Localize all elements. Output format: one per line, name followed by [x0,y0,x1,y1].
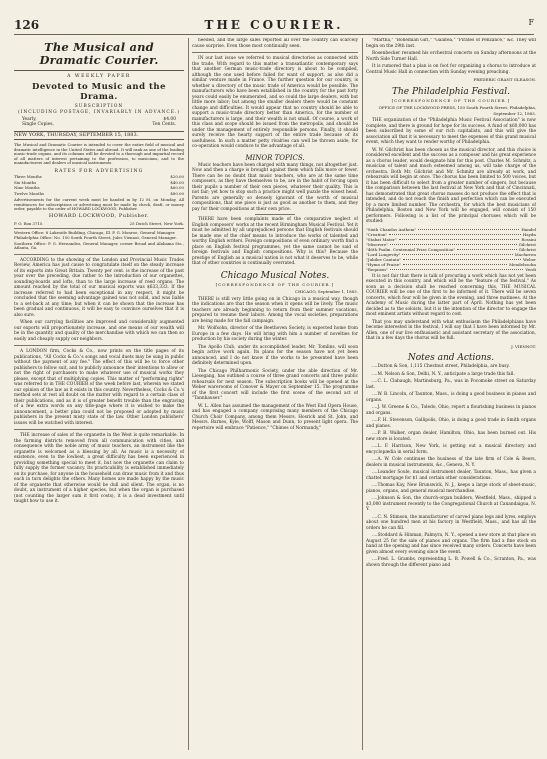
subscription-label: SUBSCRIPTION [74,103,124,109]
divider [14,254,184,255]
article-paragraph: The Chicago Philharmonic Society, under the able direction of Mr. Liesegang, has outlined a course of three grand concerts and three public rehearsals for next season. The subscription books will be opened at the Weber warerooms of Conover & Mayer on September 15. The programme of the first concert will include the first scene of the second act of "Tannhauser." [192,368,358,401]
divider [192,52,358,53]
single-label: Single Copies, [22,122,54,127]
page-mark: F [528,18,534,27]
rates-row: Nine Months $60.00 [14,185,184,190]
proprietor: HOWARD LOCKWOOD, Publisher. [48,212,150,219]
yearly-label: Yearly, [22,116,37,122]
article-paragraph: W. W. Gilchrist has been chosen as the musical director, and this choice is considered excellent and the success as a composer and his great experience as a chorus leader, would designate him for this post. Charles M. Schmitz, a musician of talent and much esteemed among us, will take charge of the orchestra. Both Mr. Gilchrist and Mr. Schmitz are already at work, and rehearsals will begin at once. The chorus has been limited to 500 voices, but it has been difficult to select from a greater number of singers, but because the comparison between the last festival at New York and that of Cincinnati, has demonstrated that great chorus masses do not produce the effect that is intended, and do not reach the finish and perfection which can be executed by a more limited number. The orchestra, for which the best musicians of Philadelphia, Boston and New York will be engaged, will consist of 150 performers. Following is a list of the principal choruses which will be studied: [366,147,536,224]
note-item: ....L. F. Harrison, New York, is getting out a musical directory and encyclopædia in serial form. [366,444,536,455]
column-2 [192,38,358,748]
yearly-price: $4.00 [163,116,176,122]
note-item: ....Dutton & Son, 1,115 Chestnut street, Philadelphia, are busy. [372,364,510,369]
masthead-devoted: Devoted to Music and the Drama. [31,81,167,102]
single-price: Ten Cents. [152,122,176,127]
note-item: ....C. L. Clabaugh, Martinsburg, Pa., was in Pocomoke street on Saturday last. [366,379,536,390]
chorus-programme [366,227,536,272]
programme-item: "Lord Longevity" Macfarren [366,251,536,257]
note-item: ....Stoddard & Hinman, Palmyra, N. Y., opened a new store at that place on August 25 for the sale of pianos and organs. The firm had a fine stock on hand at the opening and has since received many orders. Concerts have been given almost every evening since the event. [366,533,536,555]
column-rule [362,38,363,750]
column-rule [188,38,189,750]
note-item: ....Thomas Kay, New Brunswick, N. J., keeps a large stock of sheet-music, pianos, organs, and general musical merchandise. [366,483,536,494]
column-1 [14,38,184,748]
divider [14,345,184,346]
article-paragraph: ACCORDING to the showing of the London and Provincial Music Trades Review, America has just cause to congratulate itself on the steady increase of its exports into Great Britain. Twenty per cent. is the increase of the past year over the preceding, due rather to the introduction of our organettes, sounding-boards and lofts, than to the large increase of reed organs. The amount reached by the total of our musical exports was $633,333. If the increase referred to had been exceptional in any respect, it might be concluded that the seeming advantage gained was not solid, and was liable to a set-back at any time; but when it can be shown that the increase has been gradual and continuous, it will be easy to convince ourselves that it is also sure. [14,257,184,318]
office-southern: Southern Office: P. G. Hernandez, General Manager, corner Broad and Alabama Sts., Atlanta, Ga. [14,240,184,251]
article-paragraph: THERE is still very little going on in Chicago in a musical way, though the indications are that the season when it opens will be lively. The music teachers are already beginning to return from their summer vacations, prepared to resume their labors. Among the vocal societies, preparations are being made for the fall campaign. [192,296,358,324]
article-paragraph: W. L. Allen has assumed the management of the West End Opera House, and has engaged a company comprising many members of the Chicago Church Choir Company, among them Messrs. Hosrick and St. John, and Messrs. Barnes, Kyle, Wolff, Mason and Dunn, to present light opera. The repertoire will embrace "Patience," "Chimes of Normandy," [192,403,358,431]
programme-item: "Jubilee Cantata" Weber [366,256,536,262]
po-box: P. O. Box 3715. [14,221,44,226]
note-item: ....W. B. Lincoln, of Taunton, Mass., is doing a good business in pianos and organs. [366,392,536,403]
masthead-title: The Musical and Dramatic Courier. [14,41,184,71]
office-western: Western Office: 8 Lakeside Building, Chicago, Ill. P. G. Monroe, General Manager. [14,229,176,235]
note-item: ....A. W. Cole continues the business of the late firm of Cole & Beers, dealers in musical instruments, &c., Geneva, N. Y. [366,457,536,468]
address-row [14,221,184,229]
article-paragraph: THE organization of the "Philadelphia Music Festival Association" is now complete, and there is ground for hope for its success. A fund of $60,000 has been subscribed by some of our rich capitalists, and this will give the association all that it is necessary to meet the expenses of this grand musical event, which they want to render worthy of Philadelphia. [366,118,536,145]
rates-row: Three Months $20.00 [14,174,184,179]
note-item: ....F. H. Stevenson, Gallipolis, Ohio, is doing a good trade in Smith organs and pianos. [366,418,536,429]
street-address: 25 Dutch Street, New York. [129,221,184,226]
divider [255,214,295,215]
article-paragraph: That you may understand with what enthusiasm the Philadelphians have become interested in the festival, I will say that I have been informed by Mr. Allen, one of our live enthusiastic and assistant secretary of the association, that in a few days the chorus will be full. [366,319,536,341]
page-header [14,18,534,35]
article-paragraph: THE increase of sales of the organette in the West is quite remarkable. In the farming districts removed from all communication with cities, and consequence with the noble army of music teachers, an instrument like the organette is welcomed as a blessing by all. As music is a necessity of existence, even to the lowliest, a great difficulty has been experienced in providing something special to meet it, but now the organette can claim to fully supply the former vacancy. Its practicability is established immediately on its purchase, for anyone in the household can draw music from it and thus each in turn delights the others. Many homes are made happy by the music of the organette that otherwise would be dull and silent. The organ, is no doubt, an instrument of a higher species, but when the organ is purchased (not counting the larger sum it first costs), it is a dead investment until taught how to use it. [14,433,184,505]
article-paragraph: Rosenbecker resumed his orchestral concerts on Sunday afternoons at the North Side Turner Hall. [366,51,536,62]
philadelphia-dateline: OFFICE OF THE LOCKWOOD PRESS, 150 South Fourth Street, Philadelphia, September 12, 1883. [378,105,536,116]
article-paragraph: It is rumored that a plan is on foot for organizing a chorus to introduce at Central Music Hall in connection with Sunday evening preaching. [366,64,536,75]
chicago-heading: Chicago Musical Notes. [220,270,330,281]
masthead-subtitle: A WEEKLY PAPER [67,74,131,79]
article-paragraph: "Martha," "Bohemian Girl," "Galatea," "Pirates of Penzance," &c. They will begin on the 29th inst. [366,38,536,49]
author-signature: FREDERIC GRANT GLEASON. [473,77,536,82]
note-item: ....Johnson & Son, the church-organ builders, Westfield, Mass., shipped a $3,000 instrument recently to the Congregational Church at Canandaigua, N. Y. [366,496,536,512]
issue-dateline [14,131,184,141]
note-item: ....M. Nelson & Son, Delhi, N. Y., anticipate a large trade this fall. [372,371,515,377]
issue-date: NEW YORK, THURSDAY, SEPTEMBER 15, 1883. [14,131,139,138]
programme-item: "46th Psalm. Centennial Prize Composition" Gilchrist [366,246,536,252]
note-item: ....Leander Soule, musical instrument dealer, Taunton, Mass., has given a chattel mortgage for $1 and certain other considerations. [366,470,536,481]
article-paragraph: It is not fair that there is talk of procuring a work which has not yet been executed in this country, and which will be the "feature of the festival." As soon as a decision shall be reached concerning this, THE MUSICAL COURIER will be one of the first to be informed of it. There will be seven concerts, which four will be given in the evening, and three matinees. At the Academy of Music during the latter part of April. Nothing has yet been decided as to the soloists, but it is the intention of the director to engage the most eminent artists without regard to cost. [366,273,536,317]
subscription-note: (INCLUDING POSTAGE, INVARIABLY IN ADVANCE.) [17,110,181,115]
programme-item: "Stabat Mater" Rossini [366,236,536,242]
rates-row: Six Months $40.00 [14,179,184,185]
rates-row: Twelve Months $80.00 [14,190,184,196]
rates-note: Advertisements for the current week must be handed in by 12 M. on Monday. All remittances for subscriptions or advertising must be made by check, draft, or money order, payable to the order of HOWARD LOCKWOOD, Publisher. [14,197,184,211]
programme-item: "Hymn of Praise" Mendelssohn [366,261,536,267]
article-paragraph: When our carrying facilities are improved and considerably augmented our exports will proportionately increase, and one means of our wealth will be in the quantity and quality of the merchandise with which we can then so easily and cheaply supply our neighbors. [14,320,184,342]
running-title: THE COURIER. [204,18,344,32]
notes-heading: Notes and Actions. [407,353,495,363]
article-paragraph: A LONDON firm, Cocks & Co., now prints on the title pages of its publications, "All Cocks & Co.'s songs and vocal duets may be sung in public without the payment of any fee." The effect of this will be to force other publishers to follow suit, and to publicly announce their intentions to allow or not the right of purchasers to make whatever use of musical works they please, except that of multiplying copies. This matter of "performing rights" was referred to in THE COURIER of the week before last, wherein we stated our opinion of the law as it exists in this country. Nevertheless, Cocks & Co.'s method sets at rest all doubt on the matter with regard to a certain class of their publications, and as it is of greater benefit trouble than the engraving of a few extra words on any title-page where it is wished to make the announcement, a better plan could not be proposed or adopted by music publishers in the present misty state of the law. Other London publishers' issues will be watched with interest. [14,349,184,426]
philadelphia-heading: The Philadelphia Festival. [392,86,510,97]
article-paragraph: Mr. Wolfsohn, director of the Beethoven Society, is expected home from Europe in a few days. He will bring with him a number of novelties for production by his society during the winter. [192,326,358,342]
chicago-subheading: [CORRESPONDENCE OF THE COURIER.] [215,281,335,287]
article-paragraph: IN our last issue we referred to musical directories as connected with the trade. With regard to this matter a transatlantic contemporary says that another German music-trade directory is about to be compiled, although the one used before failed for want of support, as also did a similar venture made in France. The further question for our country, is whether a directory of the music trade of America would be possible. The manufacturers who have been established in the country for the past forty years could easily be enumerated, and so could the large dealers, with but little more labor; but among the smaller dealers there would be constant change and difficulties. It would appear that no country should be able to support a music-trade directory better than America, for the number of manufacturers is large, and their wealth is not small. Of course, a work of this class and scope should be issued from the metropolis, and should be under the management of entirely responsible persons. Finally, it should surely receive the hearty support of the entire trade because of its usefulness. In such a matter petty rivalries can well be thrown aside, for co-operation would conduce to the advantage of all. [192,56,358,149]
rates-list [14,174,184,196]
article-paragraph: needed, and the large sales reported all over the country can scarcely cause surprise. Even those most continually seen. [192,38,358,49]
rates-title: RATES FOR ADVERTISING [54,168,144,174]
programme-item: "Requiem" Verdi [366,266,536,272]
minor-topics-heading: MINOR TOPICS. [245,153,305,162]
programme-item: "Miserere" Gilchrist [366,241,536,247]
philadelphia-subheading: [CORRESPONDENCE OF THE COURIER.] [391,97,511,103]
note-item: ....C. N. Stimson, the manufacturer of carved piano legs and lyres, employs about one hundred men at his factory in Westfield, Mass., and has all the orders he can fill. [366,514,536,531]
office-philadelphia: Philadelphia Office: No. 150 South Fourth Street, Jules Viennot, General Manager. [14,235,177,241]
note-item: ....Fred. L. Grambs, representing L. B. Powell & Co., Scranton, Pa., was shown through the different piano and [366,557,536,568]
page-number: 126 [14,18,40,32]
author-signature: J. VIENNOT. [511,343,536,349]
article-paragraph: The Apollo Club, under its accomplished leader, Mr. Tomlins, will soon begin active work again. Its plans for the season have not yet been announced, and I do not know if the works to be presented have been definitely determined upon. [192,344,358,366]
programme-item: "Sixth Chandos Anthem" Handel [366,226,536,232]
article-paragraph: Music teachers have been charged with many things, not altogether just. Now and then a charge is brought against them which falls more or fewer. There can be no doubt that music teachers, who are at the same time composers, as they have themselves to be, are in the habit of forcing upon their pupils a number of their own pieces, whatever their quality. This is not fair; yet how to stop such a practice might well puzzle the wisest head. Parents are generally so densely ignorant of the worth of musical compositions, that one piece is just as good as another to them, and they pay for their compositions at their own price. [192,162,358,212]
article-paragraph: THERE have been complaints made of the comparative neglect of English composers' works at the recent Birmingham Musical Festival. Yet it must be admitted by all unprejudiced persons that English festivals should be made one of the chief means to introduce the works of talented and worthy English writers. Foreign compositions of even ordinary worth find a place on English festival programmes, yet the same cannot be said of foreign festivals and English compositions. Why is this? Because the prestige of English as a musical nation is not what it deserves to be, while that of other countries is continually overrated. [192,217,358,266]
divider [14,429,184,430]
intro-notice: The Musical and Dramatic Courier is intended to cover the entire field of musical and dramatic intelligence in the United States and abroad. It will rank as one of the leading music-trade organs, and its columns will be devoted to a thorough and impartial record of all matters of interest pertaining to the profession, to musicians, and to the manufacturers and dealers of musical instruments. [14,142,184,165]
single-rate [14,122,184,128]
column-3 [366,38,536,748]
programme-item: "Creation" Haydn [366,231,536,237]
note-item: ....J. W. Greene & Co., Toledo, Ohio, report a flourishing business in pianos and organs. [366,405,536,416]
chicago-dateline: CHICAGO, September 1, 1883. [295,289,358,294]
note-item: ....P. B. Walker, organ dealer, Hamilton, Ohio, has been burned out. His new store is located. [366,431,536,442]
